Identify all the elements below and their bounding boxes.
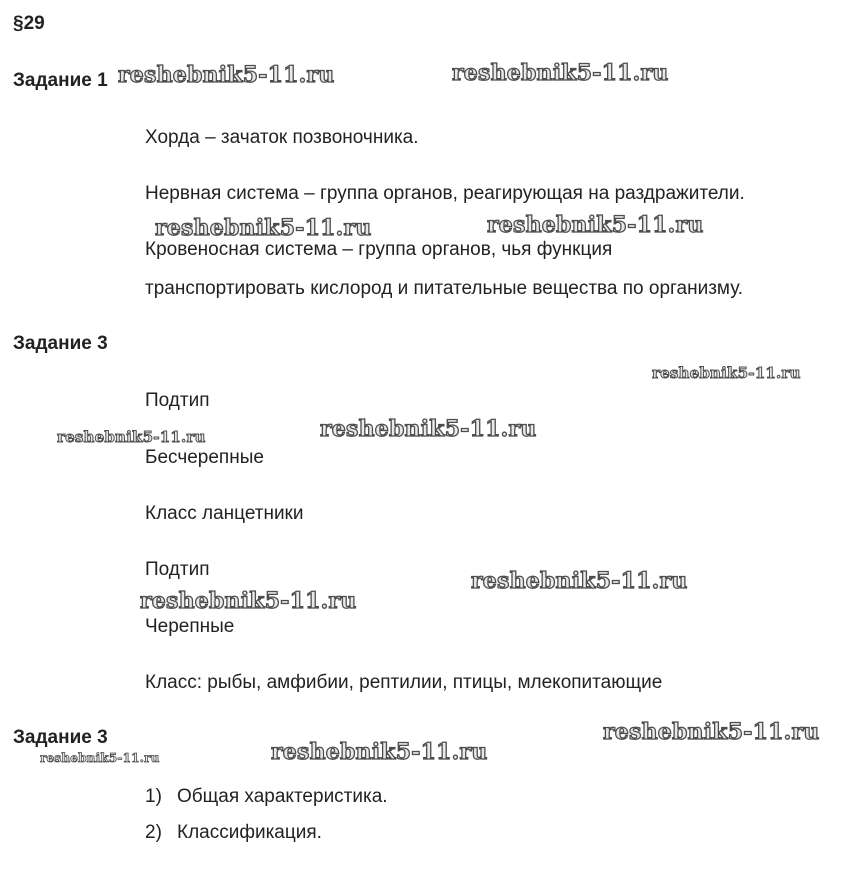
- task-2-line: Черепные: [145, 616, 235, 637]
- list-item-number: 2): [145, 822, 162, 843]
- watermark: reshebnik5-11.ru: [452, 60, 669, 86]
- list-item-text: Классификация.: [177, 822, 322, 843]
- list-item-text: Общая характеристика.: [177, 786, 388, 807]
- task-1-line: Хорда – зачаток позвоночника.: [145, 127, 419, 148]
- watermark: reshebnik5-11.ru: [118, 62, 335, 88]
- task-2-heading: Задание 3: [13, 333, 108, 354]
- watermark: reshebnik5-11.ru: [140, 588, 357, 614]
- task-2-line: Бесчерепные: [145, 447, 264, 468]
- watermark: reshebnik5-11.ru: [271, 739, 488, 765]
- watermark: reshebnik5-11.ru: [155, 215, 372, 241]
- watermark: reshebnik5-11.ru: [57, 428, 206, 446]
- watermark: reshebnik5-11.ru: [40, 751, 160, 765]
- watermark: reshebnik5-11.ru: [603, 719, 820, 745]
- watermark: reshebnik5-11.ru: [320, 416, 537, 442]
- task-3-heading: Задание 3: [13, 727, 108, 748]
- task-1-line: Нервная система – группа органов, реагирующая на раздражители.: [145, 183, 745, 204]
- task-2-line: Подтип: [145, 559, 210, 580]
- watermark: reshebnik5-11.ru: [652, 364, 801, 382]
- task-2-line: Класс: рыбы, амфибии, рептилии, птицы, млекопитающие: [145, 672, 663, 693]
- task-1-line: Кровеносная система – группа органов, чья функция: [145, 239, 613, 260]
- task-2-line: Подтип: [145, 390, 210, 411]
- task-2-line: Класс ланцетники: [145, 503, 304, 524]
- watermark: reshebnik5-11.ru: [487, 212, 704, 238]
- section-number: §29: [13, 13, 45, 34]
- list-item-number: 1): [145, 786, 162, 807]
- task-1-line: транспортировать кислород и питательные вещества по организму.: [145, 278, 744, 299]
- task-1-heading: Задание 1: [13, 70, 108, 91]
- watermark: reshebnik5-11.ru: [471, 568, 688, 594]
